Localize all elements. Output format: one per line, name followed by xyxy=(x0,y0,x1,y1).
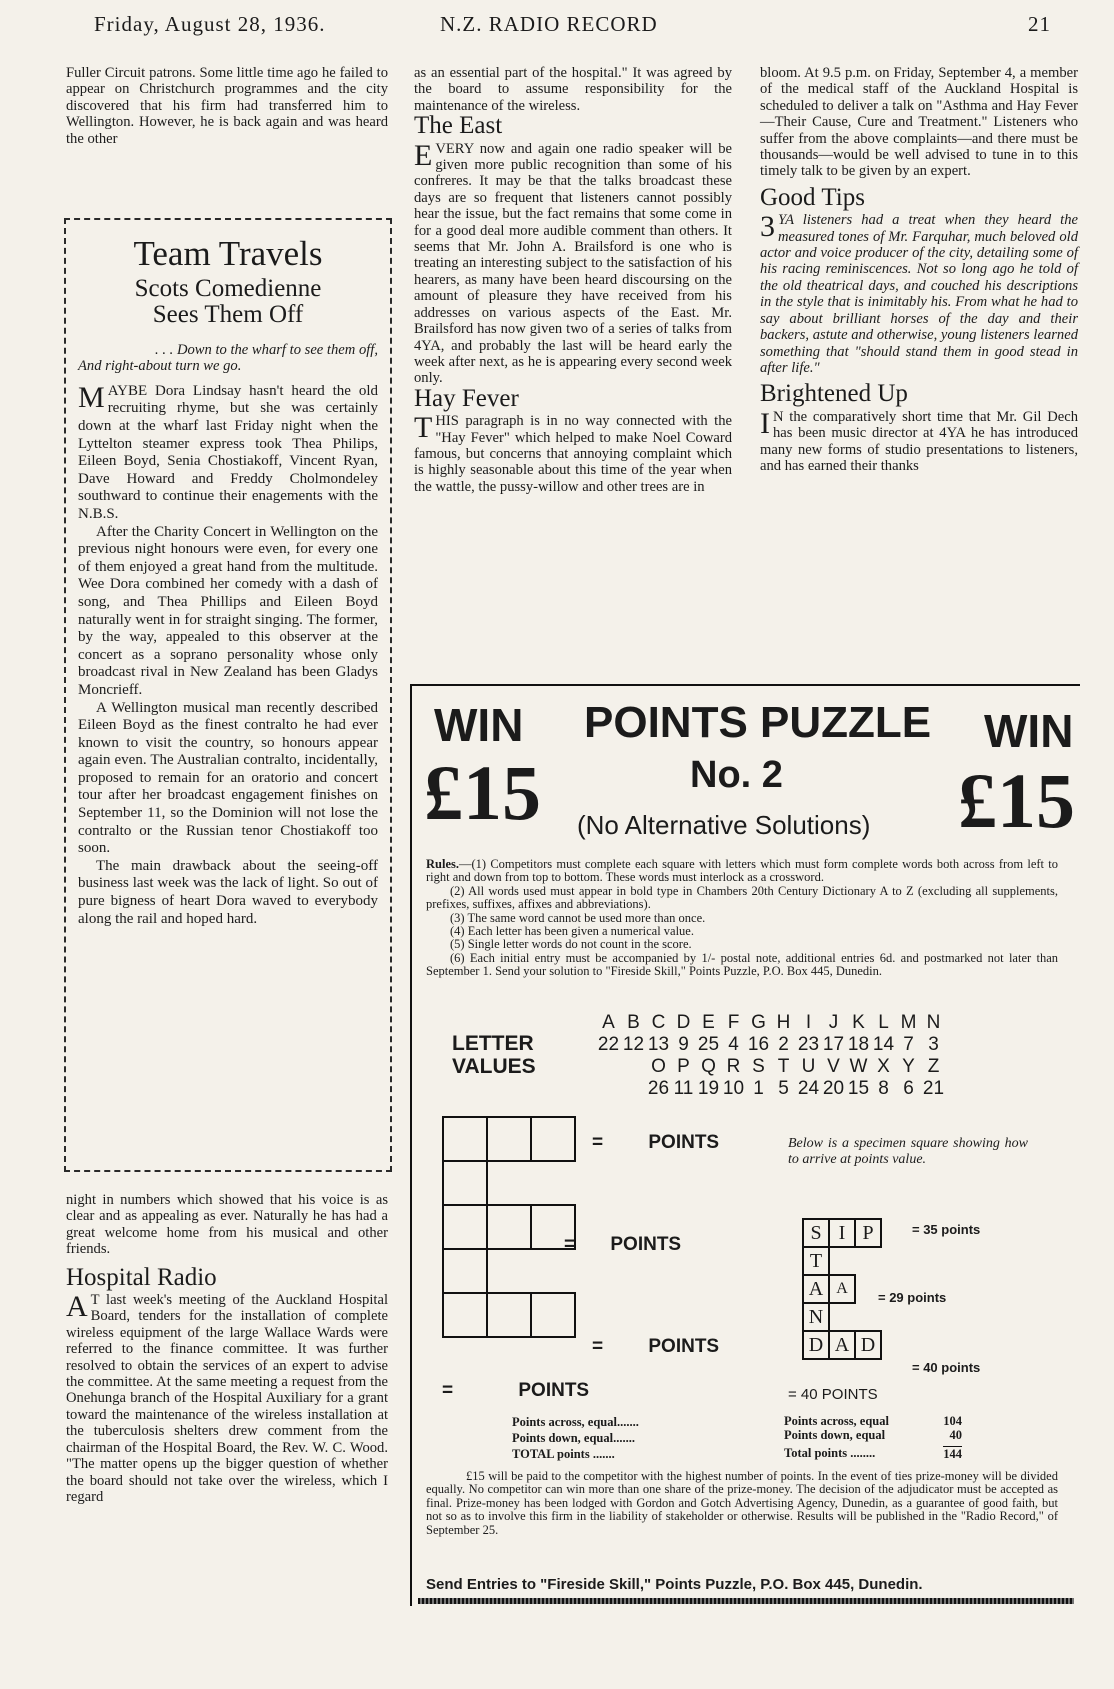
letter: Y xyxy=(902,1056,915,1077)
letter: J xyxy=(828,1012,839,1033)
letter: E xyxy=(702,1012,715,1033)
letter: N xyxy=(926,1012,941,1033)
points-label: POINTS xyxy=(518,1380,590,1401)
letter: W xyxy=(849,1056,868,1077)
drop-cap: 3 xyxy=(760,210,775,244)
letter-value: 15 xyxy=(847,1078,870,1099)
verse-line-1: . . . Down to the wharf to see them off, xyxy=(155,342,378,358)
col1-after-text: night in numbers which showed that his voice is as clear and as appealing as ever. Naturally he has had a great welcome home from his musical and other friends. xyxy=(66,1192,388,1258)
letter-value: 11 xyxy=(673,1078,694,1099)
letter-values-table xyxy=(596,1012,946,1100)
hospital-para: T last week's meeting of the Auckland Hospital Board, tenders for the installation of complete wireless equipment of the large Wallace Wards were referred to the finance committee. It was further resolved to obtain the services of an expert to advise the committee. At the same meeting a request from the Onehunga branch of the Hospital Auxiliary for a grant toward the maintenance of the wireless installation at the tuberculosis shelters drew comment from the chairman of the Hospital Board, the Rev. W. C. Wood. "The matter opens up the bigger question of whether the board should not take over the wireless, which I regard xyxy=(66,1292,388,1505)
letter: F xyxy=(727,1012,740,1033)
puzzle-number: No. 2 xyxy=(690,754,783,796)
grid-cell[interactable] xyxy=(487,1293,531,1337)
letter: M xyxy=(900,1012,917,1033)
puzzle-rules xyxy=(426,858,1058,979)
column-1-bottom xyxy=(66,1192,388,1505)
letter: A xyxy=(602,1012,615,1033)
across-value: 104 xyxy=(943,1414,962,1428)
rules-lead: Rules. xyxy=(426,857,459,871)
letter: D xyxy=(676,1012,691,1033)
letter-value: 25 xyxy=(697,1034,720,1055)
grid-cell[interactable] xyxy=(531,1293,575,1337)
example-row3-pts: = 29 points xyxy=(878,1290,947,1305)
publication-title: N.Z. RADIO RECORD xyxy=(440,12,658,36)
letter: P xyxy=(677,1056,690,1077)
letter-values-label xyxy=(452,1032,536,1078)
down-label: Points down, equal xyxy=(784,1428,886,1442)
across-label: Points across, equal xyxy=(784,1414,889,1428)
points-label: POINTS xyxy=(648,1336,720,1357)
letter: S xyxy=(752,1056,765,1077)
win-left: WIN xyxy=(434,699,524,751)
letter-value: 5 xyxy=(778,1078,789,1099)
letter-value: 22 xyxy=(597,1034,620,1055)
letter: G xyxy=(751,1012,766,1033)
team-para-4: The main drawback about the seeing-off business last week was the lack of light. So out of pure bigness of heart Dora waved to everybody along the rail and hoped hard. xyxy=(78,857,378,927)
row-5-points: = POINTS xyxy=(592,1336,720,1357)
example-row5-pts: = 40 points xyxy=(912,1360,981,1375)
row-1-points: = POINTS xyxy=(592,1132,720,1153)
column-3 xyxy=(760,65,1078,474)
letter: T xyxy=(777,1056,790,1077)
points-puzzle-ad xyxy=(410,684,1080,1606)
letter-value: 1 xyxy=(753,1078,764,1099)
col3-top-text: bloom. At 9.5 p.m. on Friday, September 4, a member of the medical staff of the Auckland Hospital is scheduled to deliver a talk on "Asthma and Hay Fever—Their Cause, Cure and Treatment." Listeners who suffer from the above complaints—and there must be thousands—would be well advised to tune in to this timely talk to be given by an expert. xyxy=(760,65,1078,180)
drop-cap: M xyxy=(78,380,105,414)
bright-para: N the comparatively short time that Mr. Gil Dech has been music director at 4YA he has introduced many new forms of studio presentations to listeners, and has earned their thanks xyxy=(760,408,1078,474)
grid-cell[interactable] xyxy=(443,1249,487,1293)
rule-5: (5) Single letter words do not count in the score. xyxy=(450,937,692,952)
team-para-1: AYBE Dora Lindsay hasn't heard the old recruiting rhyme, but she was certainly down at the wharf last Friday night when the Lyttelton steamer express took Thea Philips, Eileen Boyd, Senia Chostiakoff, Vincent Ryan, Dave Howard and Freddy Cholmondeley southward to continue their enagements with the N.B.S. xyxy=(78,382,378,522)
rule-4: (4) Each letter has been given a numerical value. xyxy=(450,924,694,939)
letter-value: 14 xyxy=(872,1034,895,1055)
letter: V xyxy=(827,1056,840,1077)
brightened-up-heading: Brightened Up xyxy=(760,380,908,408)
specimen-square: S I P T A A N D A D xyxy=(802,1218,882,1360)
rule-1: —(1) Competitors must complete each square with letters which must form complete words both across from left to right and down from top to bottom. These words must interlock as a crossword. xyxy=(426,857,1058,885)
letter: K xyxy=(852,1012,865,1033)
page-number: 21 xyxy=(1028,12,1051,36)
prize-text: £15 will be paid to the competitor with the highest number of points. In the event of ties prize-money will be divided equally. No competitor can win more than one share of the prize-money. The decision of the adjudicator must be accepted as final. Prize-money has been lodged with Gordon and Gotch Advertising Agency, Dunedin, as a guarantee of good faith, but not so as to involve this firm in the liability of stakeholder or otherwise. Results will be published in the "Radio Record," of September 25. xyxy=(426,1469,1058,1537)
puzzle-title: POINTS PUZZLE xyxy=(584,698,932,747)
down-value: 40 xyxy=(949,1428,962,1442)
letter-value: 6 xyxy=(903,1078,914,1099)
specimen-note: Below is a specimen square showing how to arrive at points value. xyxy=(788,1136,1028,1167)
drop-cap: T xyxy=(414,411,433,445)
points-down-blank: Points down, equal....... xyxy=(512,1431,635,1445)
letter-label: LETTER xyxy=(452,1032,534,1055)
col1-top-text: Fuller Circuit patrons. Some little time ago he failed to appear on Christchurch programmes and the city discovered that his firm had transferred him to Wellington. However, he is back again and was heard the other xyxy=(66,65,388,147)
letter-value: 7 xyxy=(903,1034,914,1055)
letter: B xyxy=(627,1012,640,1033)
letter-value: 24 xyxy=(797,1078,820,1099)
letter-value: 8 xyxy=(878,1078,889,1099)
hay-fever-heading: Hay Fever xyxy=(414,384,519,412)
values-label: VALUES xyxy=(452,1055,536,1078)
totals-left xyxy=(512,1414,639,1462)
team-travels-subtitle-1: Scots Comedienne xyxy=(134,275,322,302)
letter: I xyxy=(805,1012,812,1033)
letter-value: 21 xyxy=(922,1078,945,1099)
down-points: = POINTS xyxy=(442,1380,590,1401)
column-2 xyxy=(414,65,732,495)
rule-3: (3) The same word cannot be used more than once. xyxy=(450,910,706,925)
grid-cell[interactable] xyxy=(487,1117,531,1161)
good-tips-heading: Good Tips xyxy=(760,183,865,211)
col2-top-text: as an essential part of the hospital." It was agreed by the board to assume responsibility for the maintenance of the wireless. xyxy=(414,65,732,114)
letter-value: 10 xyxy=(722,1078,745,1099)
values-row-1 xyxy=(596,1034,946,1056)
rule-6: (6) Each initial entry must be accompanied by 1/- postal note, additional entries 6d. and postmarked not later than September 1. Send your solution to "Fireside Skill," Points Puzzle, P.O. Box 445, Dunedin. xyxy=(426,950,1058,979)
team-para-2: After the Charity Concert in Wellington on the previous night honours were even, for every one of them enjoyed a great hand from the multitude. Wee Dora combined her comedy with a dash of song, and Thea Phillips and Eileen Boyd naturally went in for straight singing. The former, by the way, appealed to this observer at the concert as a soprano personality whose only broadcast rival in New Zealand has been Gladys Moncrieff. xyxy=(78,523,378,698)
drop-cap: A xyxy=(66,1290,88,1324)
grid-cell[interactable] xyxy=(443,1293,487,1337)
letter-value: 16 xyxy=(747,1034,770,1055)
letter-value: 13 xyxy=(647,1034,670,1055)
letter: U xyxy=(801,1056,816,1077)
win-right: WIN xyxy=(984,705,1074,757)
letter-value: 23 xyxy=(797,1034,820,1055)
team-travels-subtitle-2: Sees Them Off xyxy=(152,301,304,328)
letter: X xyxy=(877,1056,890,1077)
drop-cap: E xyxy=(414,138,433,172)
letter-value: 9 xyxy=(678,1034,689,1055)
prize-right: £15 xyxy=(958,757,1075,844)
team-travels-title: Team Travels xyxy=(133,234,323,273)
letter-value: 20 xyxy=(822,1078,845,1099)
letters-row-2 xyxy=(646,1056,946,1078)
no-alternative-note: (No Alternative Solutions) xyxy=(577,810,871,840)
letter-value: 2 xyxy=(778,1034,789,1055)
bottom-rule xyxy=(418,1598,1074,1604)
hospital-radio-heading: Hospital Radio xyxy=(66,1263,217,1291)
page-date: Friday, August 28, 1936. xyxy=(94,12,326,36)
hay-para: HIS paragraph is in no way connected with the "Hay Fever" which helped to make Noel Coward famous, but concerns that annoying complaint which is highly seasonable about this time of the year when the wattle, the pussy-willow and other trees are in xyxy=(414,413,732,495)
rule-2: (2) All words used must appear in bold type in Chambers 20th Century Dictionary A to Z (excluding all supplements, prefixes, suffixes, affixes and abbreviations). xyxy=(426,883,1058,912)
letter-value: 26 xyxy=(647,1078,670,1099)
grid-cell[interactable] xyxy=(531,1117,575,1161)
east-para: VERY now and again one radio speaker will be given more public recognition than some of his confreres. It may be that the talks broadcast these days are so frequent that listeners cannot possibly hear the issue, but the fact remains that some come in for a good deal more audible comment than others. It seems that Mr. John A. Brailsford is one who is treating an interesting subject to the satisfaction of his hearers, as many have been heard discoursing on the amount of pleasure they have received from his addresses on various aspects of the East. Mr. Brailsford has now given two of a series of talks from 4YA, and probably the last will be heard early the week after next, as he is appearing every second week only. xyxy=(414,140,732,387)
example-row1-pts: = 35 points xyxy=(912,1222,981,1237)
total-value: 144 xyxy=(943,1447,962,1461)
grid-cell[interactable] xyxy=(443,1205,487,1249)
points-label: POINTS xyxy=(648,1132,720,1153)
totals-right xyxy=(784,1414,962,1461)
prize-left: £15 xyxy=(424,749,541,836)
letter-value: 17 xyxy=(822,1034,845,1055)
tips-para: YA listeners had a treat when they heard the measured tones of Mr. Farquhar, much beloved old actor and voice producer of the city, detailing some of his racing reminiscences. Not so long ago he told of the old theatrical days, and couched his descriptions in the style that is inimitably his. From what he had to say about brilliant horses of the day and their backers, astute and otherwise, young listeners learned something that "should stand them in good stead in after life." xyxy=(760,212,1078,376)
points-across-blank: Points across, equal....... xyxy=(512,1415,639,1429)
drop-cap: I xyxy=(760,406,770,440)
values-row-2 xyxy=(646,1078,946,1100)
team-travels-box xyxy=(64,218,392,1172)
letter: R xyxy=(726,1056,741,1077)
team-para-3: A Wellington musical man recently described Eileen Boyd as the finest contralto he had ever known to visit the country, so honours appear again even. The Australian contralto, incidentally, proposed to remain for an oratorio and concert tour after her broadcast engagement finishes on September 11, so the Dominion will not lose the contralto or the Russian tenor Chostiakoff too soon. xyxy=(78,699,378,857)
team-travels-body xyxy=(78,380,378,928)
letter-value: 18 xyxy=(847,1034,870,1055)
letter: Q xyxy=(701,1056,716,1077)
letter: C xyxy=(651,1012,666,1033)
grid-cell[interactable] xyxy=(443,1161,487,1205)
points-label: POINTS xyxy=(610,1234,682,1255)
column-1-top xyxy=(66,65,388,147)
grid-cell[interactable] xyxy=(487,1205,531,1249)
letter: H xyxy=(776,1012,791,1033)
letters-row-1 xyxy=(596,1012,946,1034)
example-down-pts: = 40 POINTS xyxy=(788,1386,878,1403)
total-points-blank: TOTAL points ....... xyxy=(512,1447,615,1461)
grid-cell[interactable] xyxy=(443,1117,487,1161)
the-east-heading: The East xyxy=(414,112,503,140)
verse-line-2: And right-about turn we go. xyxy=(78,358,242,375)
letter-value: 12 xyxy=(622,1034,645,1055)
letter-value: 19 xyxy=(697,1078,720,1099)
puzzle-grid[interactable] xyxy=(442,1116,576,1338)
total-label: Total points ........ xyxy=(784,1446,876,1460)
letter-value: 4 xyxy=(728,1034,739,1055)
letter-value: 3 xyxy=(928,1034,939,1055)
letter: L xyxy=(878,1012,889,1033)
letter: O xyxy=(651,1056,666,1077)
send-entries: Send Entries to "Fireside Skill," Points Puzzle, P.O. Box 445, Dunedin. xyxy=(426,1576,923,1593)
row-3-points: = POINTS xyxy=(564,1234,682,1255)
letter: Z xyxy=(927,1056,940,1077)
